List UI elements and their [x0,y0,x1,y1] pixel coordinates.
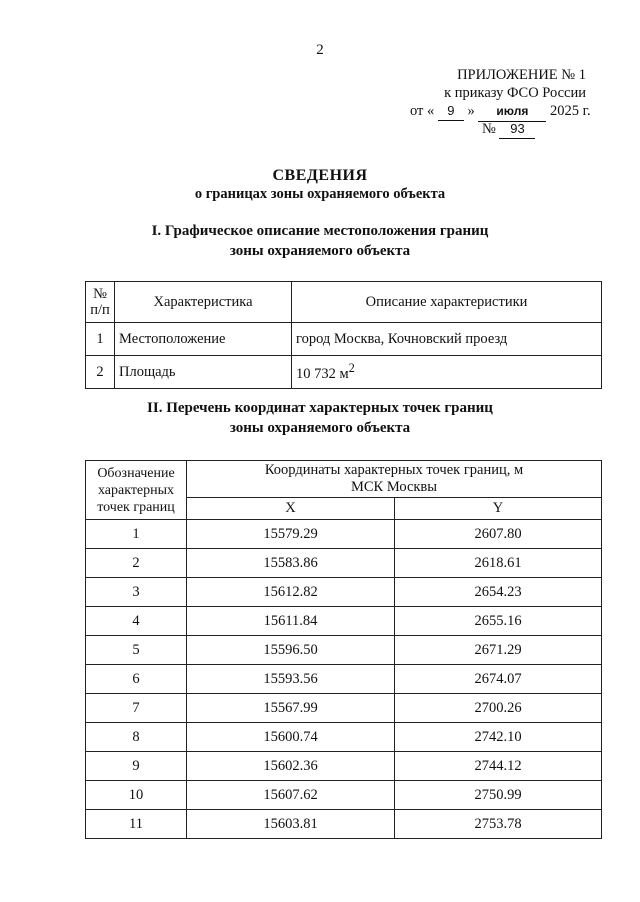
header-x: X [187,498,395,520]
point-number: 4 [86,607,187,636]
point-number: 7 [86,694,187,723]
coord-x: 15607.62 [187,781,395,810]
row-characteristic: Местоположение [115,323,292,356]
point-number: 5 [86,636,187,665]
header-num: № п/п [86,282,115,323]
coord-x: 15579.29 [187,520,395,549]
header-y: Y [395,498,602,520]
point-number: 3 [86,578,187,607]
coordinates-body [86,520,602,839]
section2-title [0,398,640,438]
document-subtitle: о границах зоны охраняемого объекта [194,186,446,202]
row-description [292,356,602,389]
table-row [86,578,602,607]
table-row [86,323,602,356]
header-point-designation: Обозначение характерных точек границ [86,461,187,520]
order-number: 93 [499,119,535,139]
table-row [86,810,602,839]
coord-x: 15600.74 [187,723,395,752]
section2-title-line1: II. Перечень координат характерных точек границ [147,400,493,416]
coord-x: 15567.99 [187,694,395,723]
header-description: Описание характеристики [292,282,602,323]
section1-title-line1: I. Графическое описание местоположения границ [151,223,489,239]
date-mid: » [467,103,475,119]
coord-x: 15596.50 [187,636,395,665]
document-title: СВЕДЕНИЯ [272,167,368,184]
date-day: 9 [438,101,464,121]
header-characteristic: Характеристика [115,282,292,323]
coord-x: 15611.84 [187,607,395,636]
coord-x: 15583.86 [187,549,395,578]
table-row [86,752,602,781]
date-prefix: от « [410,103,435,119]
coord-y: 2654.23 [395,578,602,607]
location-table-header [86,282,602,323]
point-number: 1 [86,520,187,549]
table-row [86,781,602,810]
coord-y: 2618.61 [395,549,602,578]
appendix-number [482,119,535,139]
table-row [86,520,602,549]
date-month: июля [478,102,546,122]
page-number: 2 [316,42,324,58]
date-year: 2025 г. [550,103,591,119]
number-prefix: № [482,121,496,137]
area-unit-exponent: 2 [348,361,355,376]
table-row [86,636,602,665]
point-number: 11 [86,810,187,839]
point-number: 2 [86,549,187,578]
coord-y: 2674.07 [395,665,602,694]
section1-title-line2: зоны охраняемого объекта [229,243,411,259]
row-num: 1 [86,323,115,356]
header-coordinates [187,461,602,498]
point-number: 10 [86,781,187,810]
point-number: 9 [86,752,187,781]
coord-y: 2744.12 [395,752,602,781]
coord-y: 2753.78 [395,810,602,839]
point-number: 6 [86,665,187,694]
area-value: 10 732 м [296,365,349,382]
coordinates-header-row [86,461,602,498]
table-row [86,356,602,389]
row-characteristic: Площадь [115,356,292,389]
header-coordinates-line1: Координаты характерных точек границ, м [264,462,524,478]
row-description: город Москва, Кочновский проезд [292,323,602,356]
coord-x: 15612.82 [187,578,395,607]
point-number: 8 [86,723,187,752]
header-coordinates-line2: МСК Москвы [350,479,438,495]
coord-y: 2750.99 [395,781,602,810]
appendix-title: ПРИЛОЖЕНИЕ № 1 [457,67,586,83]
coord-x: 15603.81 [187,810,395,839]
table-row [86,665,602,694]
table-row [86,723,602,752]
coord-x: 15602.36 [187,752,395,781]
section2-title-line2: зоны охраняемого объекта [229,420,411,436]
table-row [86,694,602,723]
table-row [86,607,602,636]
coord-y: 2671.29 [395,636,602,665]
coord-y: 2655.16 [395,607,602,636]
location-table [85,281,602,389]
table-row [86,549,602,578]
row-num: 2 [86,356,115,389]
coordinates-table [85,460,602,839]
coord-y: 2742.10 [395,723,602,752]
coord-y: 2700.26 [395,694,602,723]
coord-x: 15593.56 [187,665,395,694]
section1-title [0,221,640,261]
appendix-order: к приказу ФСО России [444,85,586,101]
coord-y: 2607.80 [395,520,602,549]
